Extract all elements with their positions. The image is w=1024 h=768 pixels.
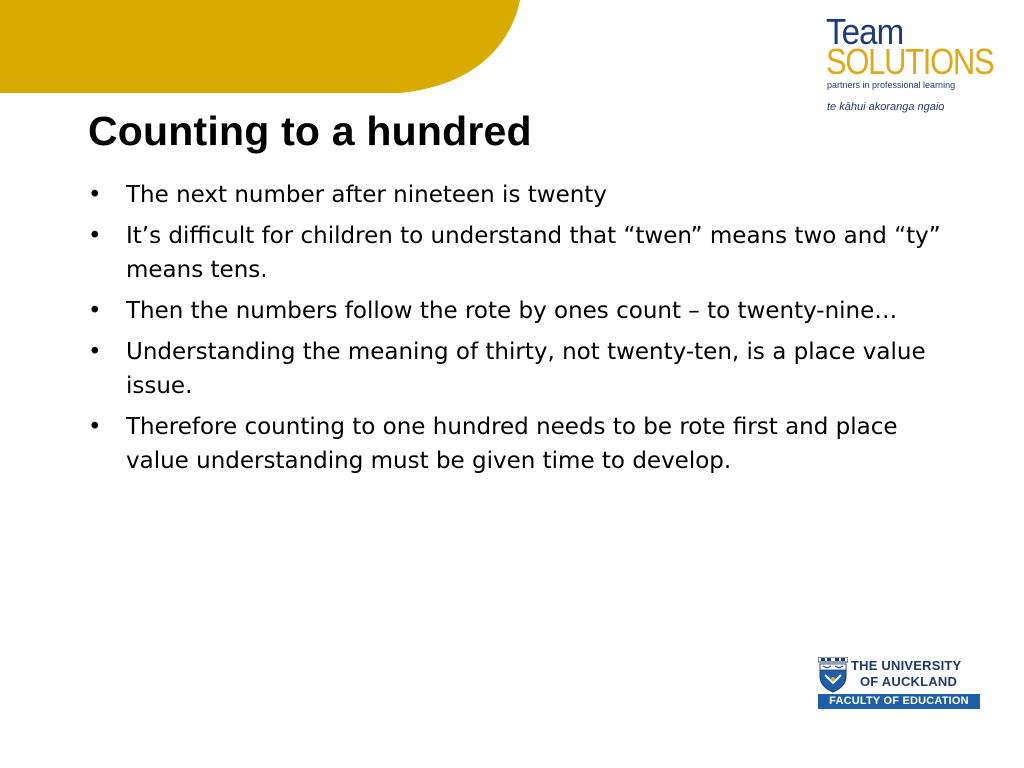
team-solutions-logo (826, 11, 1006, 118)
bullet-item (88, 219, 948, 287)
corner-swoosh-decoration (0, 0, 560, 100)
bullet-text: Then the numbers follow the rote by ones count – to twenty-nine… (126, 298, 898, 324)
team-solutions-maori-tagline: te kāhui akoranga ngaio (827, 101, 945, 113)
university-name-line2: OF AUCKLAND (860, 674, 958, 689)
bullet-dot: • (88, 223, 102, 249)
bullet-dot: • (88, 339, 102, 365)
bullet-dot: • (88, 182, 102, 208)
bullet-text: The next number after nineteen is twenty (126, 182, 607, 208)
bullet-item (88, 294, 948, 328)
bullet-list (88, 178, 948, 485)
bullet-item (88, 410, 948, 478)
bullet-dot: • (88, 298, 102, 324)
bullet-item (88, 335, 948, 403)
team-solutions-logo-solutions: SOLUTIONS (826, 41, 994, 82)
team-solutions-logo-team: Team (826, 11, 904, 52)
bullet-item (88, 178, 948, 212)
bullet-dot: • (88, 414, 102, 440)
bullet-text: Therefore counting to one hundred needs to be rote first and place value understanding must be given time to develop. (126, 414, 898, 474)
slide-title: Counting to a hundred (88, 108, 532, 154)
bullet-text: Understanding the meaning of thirty, not twenty-ten, is a place value issue. (126, 339, 926, 399)
team-solutions-tagline: partners in professional learning (827, 80, 956, 90)
bullet-text: It’s difficult for children to understand that “twen” means two and “ty” means tens. (126, 223, 941, 283)
university-crest-icon (818, 657, 848, 693)
university-name-line1: THE UNIVERSITY (851, 658, 962, 673)
faculty-banner: FACULTY OF EDUCATION (818, 694, 980, 709)
university-of-auckland-logo (818, 657, 982, 711)
